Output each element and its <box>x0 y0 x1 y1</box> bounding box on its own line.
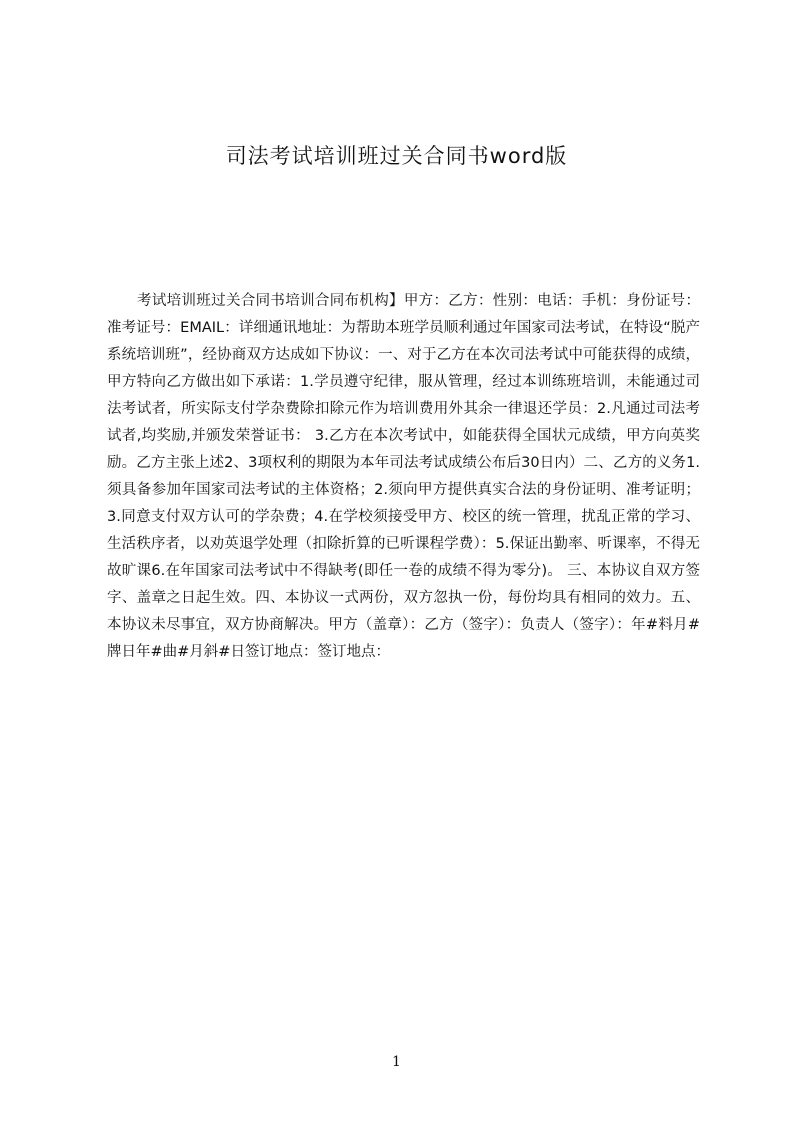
page-number: 1 <box>392 1054 401 1070</box>
contract-body-text: 考试培训班过关合同书培训合同布机构】甲方：乙方：性别：电话：手机：身份证号：准考证号：EMAIL：详细通讯地址：为帮助本班学员顺利通过年国家司法考试，在特设“脱产系统培训班”，经协商双方达成如下协议：一、对于乙方在本次司法考试中可能获得的成绩，甲方特向乙方做出如下承诺：1.学员遵守纪律，服从管理，经过本训练班培训，未能通过司法考试者，所实际支付学杂费除扣除元作为培训费用外其余一律退还学员：2.凡通过司法考试者,均奖励,并颁发荣誉证书： 3.乙方在本次考试中，如能获得全国状元成绩，甲方向英奖励。乙方主张上述2、3项权利的期限为本年司法考试成绩公布后30日内）二、乙方的义务1.须具备参加年国家司法考试的主体资格；2.须向甲方提供真实合法的身份证明、准考证明； 3.同意支付双方认可的学杂费；4.在学校须接受甲方、校区的统一管理，扰乱正常的学习、生活秩序者，以劝英退学处理（扣除折算的已听课程学费）：5.保证出勤率、听课率，不得无故旷课6.在年国家司法考试中不得缺考(即任一卷的成绩不得为零分)。 三、本协议自双方签字、盖章之日起生效。四、本协议一式两份，双方忽执一份，每份均具有相同的效力。五、本协议未尽事宜，双方协商解决。甲方（盖章）：乙方（签字）：负责人（签字）：年#料月#牌日年#曲#月斜#日签订地点：签订地点： <box>107 293 700 660</box>
document-title: 司法考试培训班过关合同书word版 <box>225 144 568 168</box>
